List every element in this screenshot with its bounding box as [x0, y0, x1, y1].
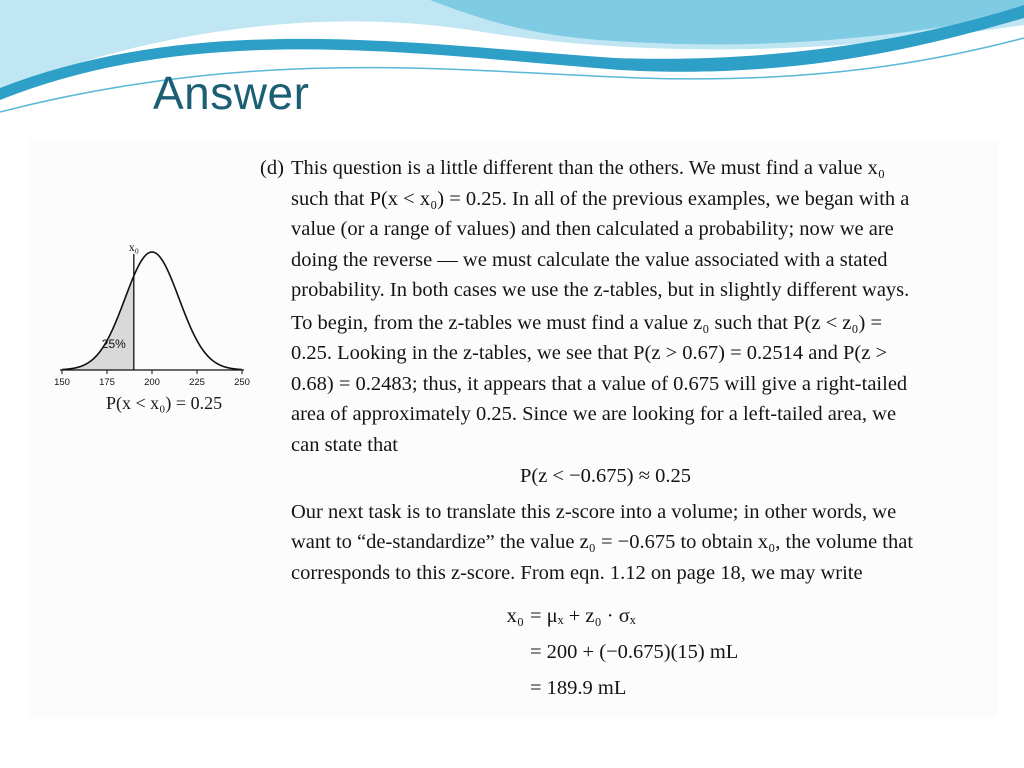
paragraph-2: To begin, from the z-tables we must find a value z₀ such that P(z < z₀) = 0.25. Looking in the z-tables, we see that P(z > 0.67) = 0.2514 and P(z > 0.68) = 0.2483; thus, it appears that a value of 0.675 will give a right-tailed area of approximately 0.25. Since we are looking for a left-tailed area, we can state that	[291, 311, 908, 456]
normal-curve-figure	[52, 210, 252, 420]
equation-lhs: x₀	[506, 605, 524, 627]
answer-text	[260, 153, 920, 706]
x0-label: x₀	[128, 239, 139, 254]
slide-title: Answer	[153, 67, 310, 119]
area-label: 25%	[101, 337, 126, 351]
shaded-left-tail	[62, 276, 134, 370]
equation-line-3: = 189.9 mL	[530, 677, 627, 699]
paragraph-3: Our next task is to translate this z-score into a volume; in other words, we want to “de-standardize” the value z₀ = −0.675 to obtain x₀, the volume that corresponds to this z-score. From eqn. 1.12 on page 18, we may write	[291, 500, 914, 584]
tick-label: 150	[54, 377, 70, 388]
document-panel	[28, 140, 998, 718]
tick-label: 225	[189, 377, 205, 388]
tick-label: 250	[234, 377, 250, 388]
tick-label: 200	[144, 377, 160, 388]
paragraph-1: This question is a little different than the others. We must find a value x₀ such that P(x < x₀) = 0.25. In all of the previous examples, we began with a value (or a range of values) and then calculated a probability; now we are doing the reverse — we must calculate the value associated with a stated probability. In both cases we use the z-tables, but in slightly different ways.	[291, 157, 910, 301]
equation-line-1: = μₓ + z₀ · σₓ	[530, 605, 636, 627]
display-equation: P(z < −0.675) ≈ 0.25	[519, 465, 692, 487]
part-label: (d)	[260, 157, 284, 179]
paragraph-d	[260, 153, 920, 306]
equation-row-2	[484, 634, 920, 670]
equation-row-3	[484, 670, 920, 706]
x-axis-ticks	[54, 370, 250, 388]
equation-line-2: = 200 + (−0.675)(15) mL	[530, 641, 739, 663]
equation-row-1	[484, 598, 920, 634]
normal-curve-chart	[52, 210, 252, 390]
bell-curve	[62, 252, 242, 370]
equation-block	[484, 598, 920, 706]
figure-caption: P(x < x₀) = 0.25	[106, 393, 223, 413]
tick-label: 175	[99, 377, 115, 388]
